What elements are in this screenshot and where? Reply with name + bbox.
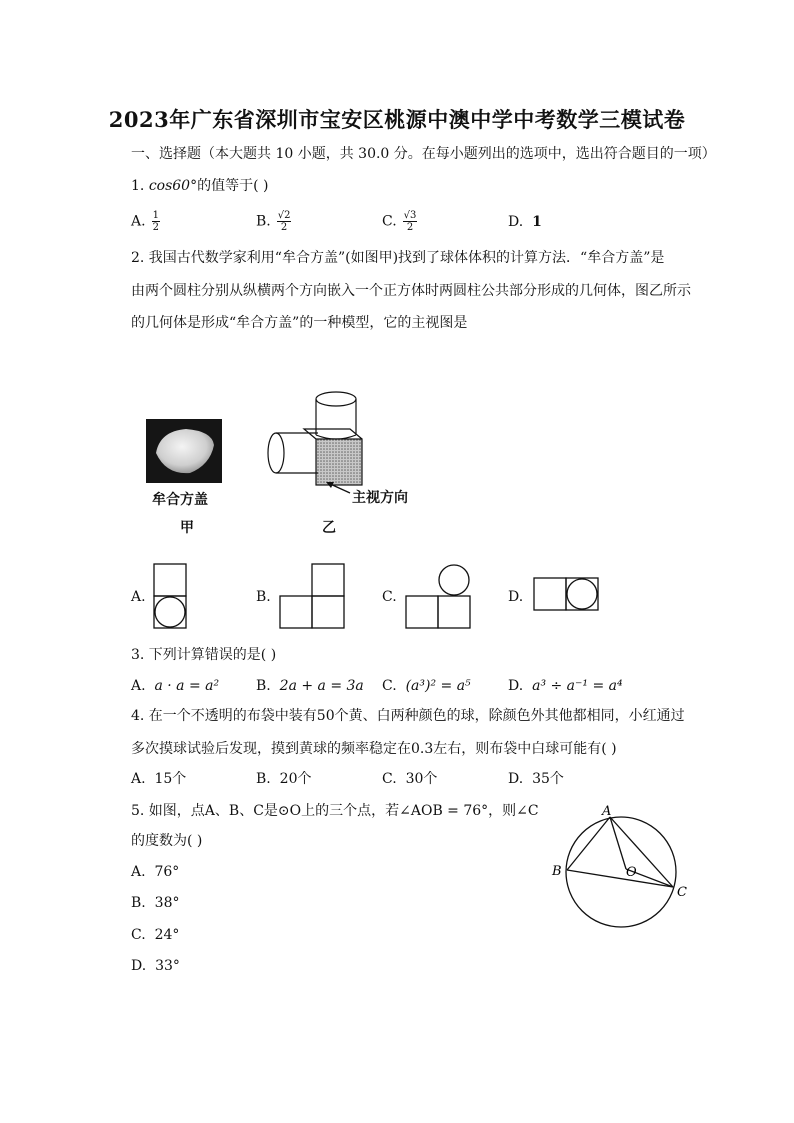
question-2-line-2: 由两个圆柱分别从纵横两个方向嵌入一个正方体时两圆柱公共部分形成的几何体，图乙所示	[131, 283, 691, 299]
point-o-label: O	[626, 865, 637, 880]
q5-option-c: C. 24°	[131, 927, 180, 943]
fig-jia-caption: 牟合方盖	[152, 492, 208, 508]
question-1-stem: 1. cos60°的值等于( )	[131, 178, 269, 194]
q3-option-d: D. a³ ÷ a⁻¹ = a⁴	[508, 678, 623, 694]
question-5-line-1: 5. 如图，点A、B、C是⊙O上的三个点，若∠AOB = 76°，则∠C	[131, 803, 539, 819]
q5-option-d: D. 33°	[131, 958, 180, 974]
q1-option-b: B. $\frac{√2}{2}$	[256, 210, 291, 233]
q3-option-b: B. 2a + a = 3a	[256, 678, 364, 694]
q2-option-c-figure	[404, 562, 474, 630]
q2-option-d-figure	[532, 576, 602, 614]
point-c-label: C	[677, 885, 687, 900]
q2-option-c-letter: C.	[382, 589, 397, 605]
question-2-line-1: 2. 我国古代数学家利用“牟合方盖”(如图甲)找到了球体体积的计算方法．“牟合方盖”是	[131, 250, 665, 266]
fig-jia-label: 甲	[180, 520, 194, 536]
q5-circle-figure	[548, 800, 698, 950]
fig-yi-label: 乙	[322, 520, 336, 536]
question-4-line-2: 多次摸球试验后发现，摸到黄球的频率稳定在0.3左右，则布袋中白球可能有( )	[131, 741, 617, 757]
q2-option-a-figure	[152, 562, 190, 630]
q1-option-c: C. $\frac{√3}{2}$	[382, 210, 417, 233]
question-2-line-3: 的几何体是形成“牟合方盖”的一种模型，它的主视图是	[131, 315, 468, 331]
fig-yi-arrow-label: 主视方向	[352, 490, 408, 506]
q3-option-a: A. a · a = a²	[131, 678, 220, 694]
section-heading: 一、选择题（本大题共 10 小题，共 30.0 分。在每小题列出的选项中，选出符合题目的一项）	[131, 146, 716, 162]
q2-option-a-letter: A.	[131, 589, 146, 605]
q4-option-d: D. 35个	[508, 771, 564, 787]
question-5-line-2: 的度数为( )	[131, 833, 203, 849]
q2-option-b-figure	[278, 562, 348, 630]
q3-option-c: C. (a³)² = a⁵	[382, 678, 471, 694]
point-b-label: B	[552, 864, 562, 879]
q2-option-d-letter: D.	[508, 589, 524, 605]
point-a-label: A	[602, 804, 612, 819]
q5-option-a: A. 76°	[131, 864, 180, 880]
page-title: 2023年广东省深圳市宝安区桃源中澳中学中考数学三模试卷	[108, 107, 686, 132]
fig-mouhefanggai-photo	[146, 419, 222, 483]
q1-option-a: A. $\frac{1}{2}$	[131, 210, 159, 233]
question-4-line-1: 4. 在一个不透明的布袋中装有50个黄、白两种颜色的球，除颜色外其他都相同，小红通过	[131, 708, 685, 724]
q4-option-c: C. 30个	[382, 771, 438, 787]
question-3-stem: 3. 下列计算错误的是( )	[131, 647, 277, 663]
q1-option-d: D. 1	[508, 214, 542, 230]
q4-option-b: B. 20个	[256, 771, 312, 787]
q2-option-b-letter: B.	[256, 589, 271, 605]
q5-option-b: B. 38°	[131, 895, 180, 911]
q4-option-a: A. 15个	[131, 771, 187, 787]
